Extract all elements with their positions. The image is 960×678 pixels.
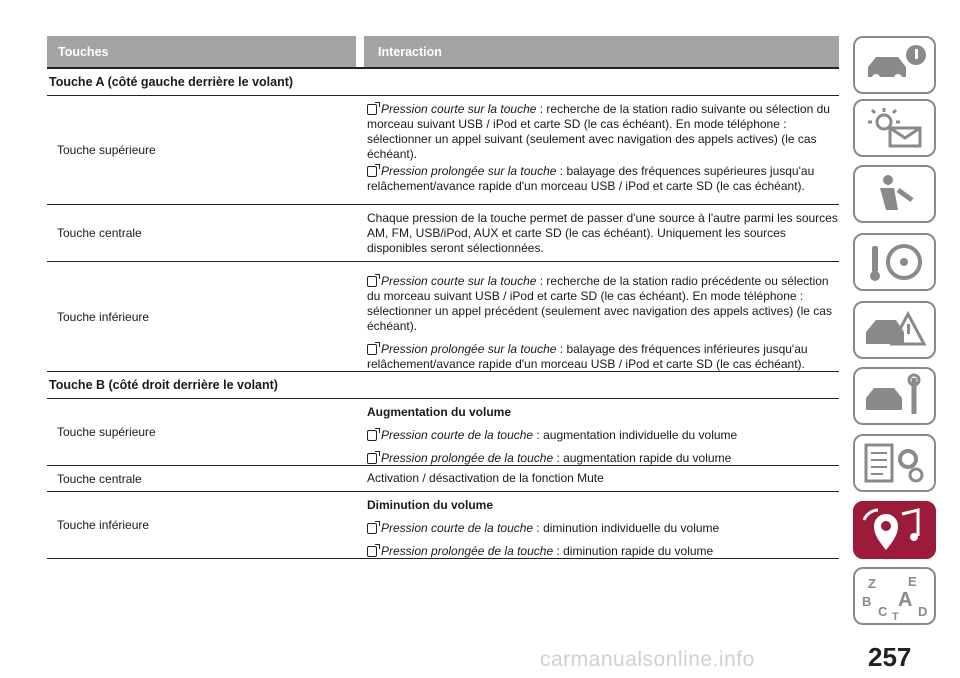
controls-table	[47, 36, 839, 559]
row-label: Touche centrale	[57, 471, 142, 486]
car-accident-icon	[858, 306, 932, 354]
row-label: Touche inférieure	[57, 309, 150, 324]
nav-index[interactable]	[853, 567, 936, 625]
table-row	[47, 262, 839, 372]
checkbox-icon	[367, 166, 377, 177]
safety-airbag-icon	[858, 170, 932, 218]
table-row	[47, 466, 839, 492]
checkbox-icon	[367, 344, 377, 355]
section-b-title: Touche B (côté droit derrière le volant)	[47, 372, 839, 399]
table-row	[47, 205, 839, 262]
specs-gears-icon	[858, 439, 932, 487]
checkbox-icon	[367, 453, 377, 464]
row-description: Chaque pression de la touche permet de passer d'une source à l'autre parmi les sources AM, FM, USB/iPod, AUX et carte SD (le cas échéant). Uniquement les sources disponibles seront sélectionnées.	[367, 211, 838, 255]
checkbox-icon	[367, 276, 377, 287]
section-a-title: Touche A (côté gauche derrière le volant)	[47, 69, 839, 96]
car-info-icon	[858, 41, 932, 89]
nav-safety[interactable]	[853, 165, 936, 223]
checkbox-icon	[367, 546, 377, 557]
col-touches-header: Touches	[58, 44, 109, 59]
table-row	[47, 96, 839, 205]
row-description: Pression courte sur la touche : recherche de la station radio précédente ou sélection du morceau suivant USB / iPod et carte SD (le cas échéant). En mode téléphone : sélectionner un appel précédent (seulement avec navigation des appels actives) (le cas échéant). Pression prolongée sur la touche : balayage des fréquences inférieures jusqu'au relâchement/avance rapide d'un morceau USB / iPod et carte SD (le cas échéant).	[367, 274, 832, 371]
steering-key-icon	[858, 238, 932, 286]
svg-text:B: B	[861, 594, 871, 609]
svg-text:E: E	[907, 574, 917, 589]
nav-multimedia[interactable]	[853, 501, 936, 559]
row-label: Touche supérieure	[57, 143, 156, 157]
row-description: Activation / désactivation de la fonction Mute	[367, 471, 604, 485]
nav-technical-data[interactable]	[853, 434, 936, 492]
nav-starting-driving[interactable]	[853, 233, 936, 291]
col-interaction-header: Interaction	[378, 44, 442, 59]
nav-emergency[interactable]	[853, 301, 936, 359]
row-label: Touche supérieure	[57, 425, 156, 439]
multimedia-icon	[858, 506, 932, 554]
checkbox-icon	[367, 523, 377, 534]
row-label: Touche centrale	[57, 226, 142, 240]
svg-text:C: C	[877, 604, 887, 619]
row-description: Pression courte sur la touche : recherche de la station radio suivante ou sélection du morceau suivant USB / iPod et carte SD (le cas échéant). En mode téléphone : sélectionner un appel suivant (seulement avec navigation des appels actives) (le cas échéant). Pression prolongée sur la touche : balayage des fréquences supérieures jusqu'au relâchement/avance rapide d'un morceau USB / iPod et carte SD (le cas échéant).	[367, 102, 830, 193]
nav-warning-lights[interactable]	[853, 99, 936, 157]
row-description: Diminution du volume Pression courte de la touche : diminution individuelle du volume Pression prolongée de la touche : diminution rapide du volume	[367, 498, 720, 558]
nav-maintenance[interactable]	[853, 367, 936, 425]
row-description: Augmentation du volume Pression courte de la touche : augmentation individuelle du volume Pression prolongée de la touche : augmentation rapide du volume	[367, 405, 738, 465]
svg-text:T: T	[891, 611, 899, 620]
index-alphabet-icon	[858, 572, 932, 620]
svg-text:Z: Z	[867, 576, 876, 591]
car-service-icon	[858, 372, 932, 420]
row-label: Touche inférieure	[57, 518, 150, 532]
page-number: 257	[868, 642, 912, 672]
checkbox-icon	[367, 430, 377, 441]
watermark: carmanualsonline.info	[540, 648, 755, 671]
table-row	[47, 399, 839, 466]
table-header	[47, 36, 839, 69]
svg-text:D: D	[917, 604, 927, 619]
nav-car-info[interactable]	[853, 36, 936, 94]
checkbox-icon	[367, 104, 377, 115]
svg-text:A: A	[897, 589, 912, 611]
table-row	[47, 492, 839, 559]
warning-lights-icon	[858, 104, 932, 152]
